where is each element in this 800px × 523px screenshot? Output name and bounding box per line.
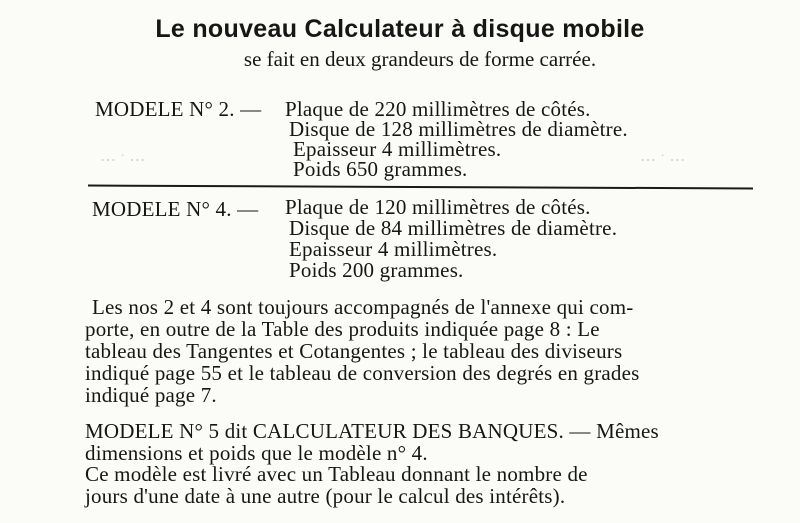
show-through-mark: ⋯ ˙ ⋯	[640, 152, 686, 169]
paragraph-line: tableau des Tangentes et Cotangentes ; le tableau des diviseurs	[85, 339, 623, 363]
show-through-mark: ⋯ ˙ ⋯	[100, 152, 146, 169]
paragraph-line: jours d'une date à une autre (pour le calcul des intérêts).	[85, 484, 566, 508]
page-title: Le nouveau Calculateur à disque mobile	[155, 15, 645, 43]
model-2-line: Plaque de 220 millimètres de côtés.	[285, 97, 591, 121]
paragraph-line: Les nos 2 et 4 sont toujours accompagnés de l'annexe qui com-	[92, 295, 634, 319]
model-4-label: MODELE N° 4. —	[92, 197, 259, 221]
model-4-line: Poids 200 grammes.	[289, 258, 464, 282]
paragraph-line: Ce modèle est livré avec un Tableau donnant le nombre de	[85, 462, 588, 486]
paragraph-line: dimensions et poids que le modèle n° 4.	[85, 441, 428, 465]
model-4-line: Disque de 84 millimètres de diamètre.	[289, 216, 618, 240]
paragraph-line: MODELE N° 5 dit CALCULATEUR DES BANQUES. — Mêmes	[85, 419, 659, 443]
paragraph-line: porte, en outre de la Table des produits indiquée page 8 : Le	[85, 317, 600, 341]
model-4-line: Epaisseur 4 millimètres.	[289, 237, 498, 261]
model-2-line: Disque de 128 millimètres de diamètre.	[289, 117, 628, 141]
model-2-label: MODELE N° 2. —	[95, 97, 262, 121]
paragraph-line: indiqué page 55 et le tableau de conversion des degrés en grades	[85, 361, 640, 385]
model-2-line: Epaisseur 4 millimètres.	[293, 137, 502, 161]
model-4-line: Plaque de 120 millimètres de côtés.	[285, 195, 591, 219]
paragraph-line: indiqué page 7.	[85, 383, 217, 407]
horizontal-rule	[88, 185, 753, 190]
model-2-line: Poids 650 grammes.	[293, 157, 468, 181]
page-subtitle: se fait en deux grandeurs de forme carrée.	[243, 47, 597, 71]
